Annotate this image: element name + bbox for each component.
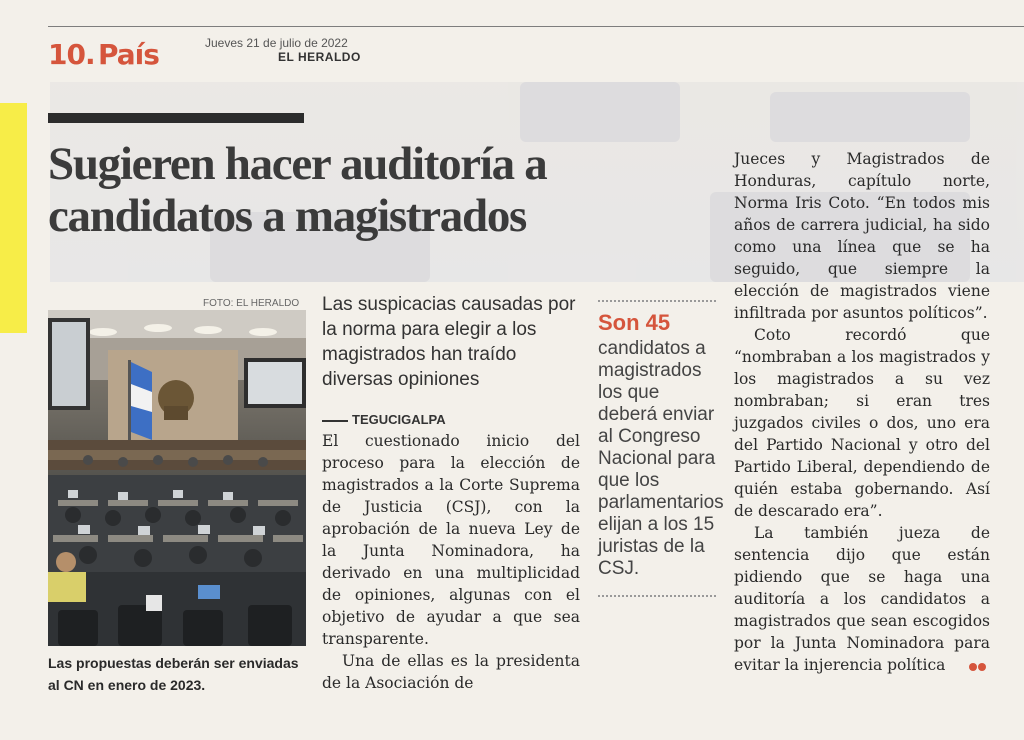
end-of-article-icon — [949, 655, 987, 677]
issue-date: Jueves 21 de julio de 2022 — [205, 36, 348, 50]
dateline-rule — [322, 420, 348, 422]
article-column-3 — [734, 148, 990, 677]
congress-chamber-photo — [48, 310, 306, 646]
sidebar-top-rule — [598, 300, 716, 302]
page-number: 10. — [48, 38, 95, 71]
article-column-2 — [322, 430, 580, 694]
dateline: TEGUCIGALPA — [352, 412, 446, 427]
body-paragraph — [734, 522, 990, 677]
body-paragraph: Jueces y Magistrados de Honduras, capítulo norte, Norma Iris Coto. “En todos mis años de carrera judicial, ha sido como una línea que se ha seguido, que siempre la elección de magistrados viene infiltrada por asuntos políticos”. — [734, 150, 990, 322]
sidebar-bottom-rule — [598, 595, 716, 597]
body-paragraph-text: La también jueza de sentencia dijo que están pidiendo que se haga una auditoría a los candidatos a magistrados que sean escogidos por la Junta Nominadora para evitar la injerencia política — [734, 524, 990, 674]
body-paragraph: Coto recordó que “nombraban a los magistrados y los magistrados a su vez nombraban; si eran tres juzgados civiles o dos, uno era del Partido Nacional y otro del Partido Liberal, dependiendo de quién estaba gobernando. Así de descarado era”. — [734, 326, 990, 520]
newspaper-name: EL HERALDO — [278, 50, 361, 64]
highlighter-mark — [0, 103, 27, 333]
photo-credit: FOTO: EL HERALDO — [203, 298, 300, 309]
headline: Sugieren hacer auditoría a candidatos a magistrados — [48, 138, 547, 242]
section-title: País — [98, 38, 159, 71]
body-paragraph: El cuestionado inicio del proceso para la elección de magistrados a la Corte Suprema de Justicia (CSJ), con la aprobación de la nueva Ley de la Junta Nominadora, ha derivado en una multiplicidad de opiniones, algunas con el objetivo de ayudar a que sea transparente. — [322, 432, 580, 648]
headline-bar — [48, 113, 304, 123]
header-rule — [48, 26, 1024, 27]
body-paragraph: Una de ellas es la presidenta de la Asociación de — [322, 652, 580, 692]
subheadline: Las suspicacias causadas por la norma para elegir a los magistrados han traído diversas opiniones — [322, 294, 576, 390]
sidebar-text: candidatos a magistrados los que deberá enviar al Congreso Nacional para que los parlamentarios elijan a los 15 juristas de la CSJ. — [598, 338, 724, 579]
photo-caption: Las propuestas deberán ser enviadas al CN en enero de 2023. — [48, 655, 299, 693]
sidebar-highlight-number: Son 45 — [598, 310, 671, 335]
